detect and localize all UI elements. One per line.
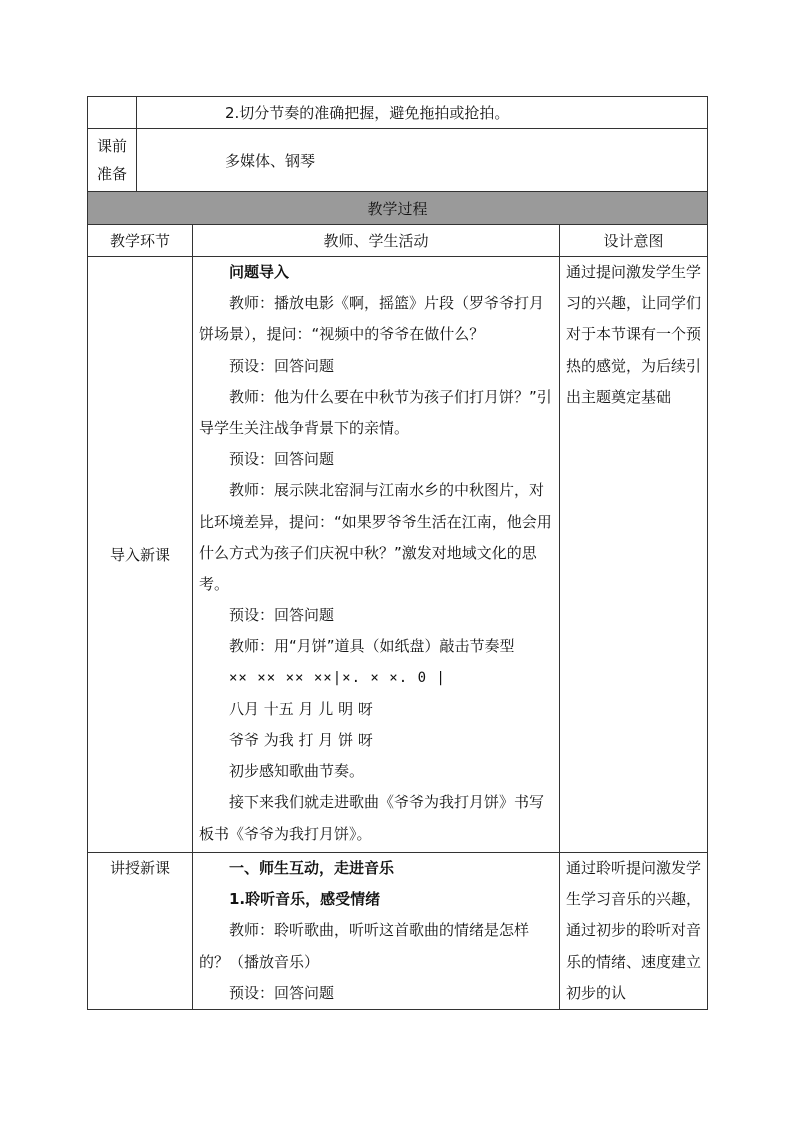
intent-new-lesson [560, 853, 708, 1010]
activity-paragraph: 预设：回答问题 [229, 606, 335, 625]
column-header-intent: 设计意图 [560, 225, 708, 257]
intent-intro [560, 257, 708, 853]
objective-text: 2.切分节奏的准确把握，避免拖拍或抢拍。 [137, 97, 708, 129]
prep-row [88, 129, 708, 192]
lesson-info-table [87, 96, 708, 192]
lyric-line: 爷爷 为我 打 月 饼 呀 [229, 731, 373, 750]
stage-new-lesson: 讲授新课 [88, 853, 193, 1010]
prep-label [88, 129, 137, 192]
intent-text: 通过聆听提问激发学生学习音乐的兴趣，通过初步的聆听对音乐的情绪、速度建立初步的认 [566, 859, 702, 1002]
rhythm-notation: ×× ×× ×× ××|×. × ×. 0 | [229, 669, 446, 686]
column-header-stage: 教学环节 [88, 225, 193, 257]
stage-intro: 导入新课 [88, 257, 193, 853]
process-header: 教学过程 [88, 192, 708, 225]
activity-paragraph: 教师：聆听歌曲，听听这首歌曲的情绪是怎样的？（播放音乐） [199, 921, 530, 971]
column-header-row [88, 225, 708, 257]
prep-value: 多媒体、钢琴 [137, 129, 708, 192]
activity-paragraph: 初步感知歌曲节奏。 [229, 762, 365, 781]
activity-paragraph: 预设：回答问题 [229, 450, 335, 469]
section-row-new-lesson [88, 853, 708, 1010]
column-header-activities: 教师、学生活动 [193, 225, 560, 257]
process-header-row [88, 192, 708, 225]
intent-text: 通过提问激发学生学习的兴趣，让同学们对于本节课有一个预热的感觉，为后续引出主题奠定基础 [566, 263, 702, 406]
activity-heading: 一、师生互动，走进音乐 [229, 859, 395, 877]
prep-label-line1: 课前 [96, 137, 127, 155]
activity-heading: 问题导入 [229, 263, 290, 281]
activity-subheading: 1.聆听音乐，感受情绪 [229, 890, 381, 909]
section-row-intro [88, 257, 708, 853]
lyric-line: 八月 十五 月 儿 明 呀 [229, 699, 373, 718]
empty-label-cell [88, 97, 137, 129]
activity-paragraph: 教师：播放电影《啊，摇篮》片段（罗爷爷打月饼场景），提问：“视频中的爷爷在做什么？ [199, 294, 545, 344]
objective-row [88, 97, 708, 129]
activities-new-lesson [193, 853, 560, 1010]
activity-paragraph: 教师：展示陕北窑洞与江南水乡的中秋图片，对比环境差异，提问：“如果罗爷爷生活在江南，他会用什么方式为孩子们庆祝中秋？”激发对地域文化的思考。 [199, 481, 552, 594]
activities-intro [193, 257, 560, 853]
activity-paragraph: 预设：回答问题 [229, 356, 335, 375]
prep-label-line2: 准备 [96, 165, 127, 183]
activity-paragraph: 接下来我们就走进歌曲《爷爷为我打月饼》书写板书《爷爷为我打月饼》。 [199, 793, 545, 843]
teaching-process-table [87, 191, 708, 1010]
activity-paragraph: 教师：他为什么要在中秋节为孩子们打月饼？”引导学生关注战争背景下的亲情。 [199, 387, 552, 438]
activity-paragraph: 教师：用“月饼”道具（如纸盘）敲击节奏型 [229, 637, 515, 656]
activity-paragraph: 预设：回答问题 [229, 983, 335, 1002]
